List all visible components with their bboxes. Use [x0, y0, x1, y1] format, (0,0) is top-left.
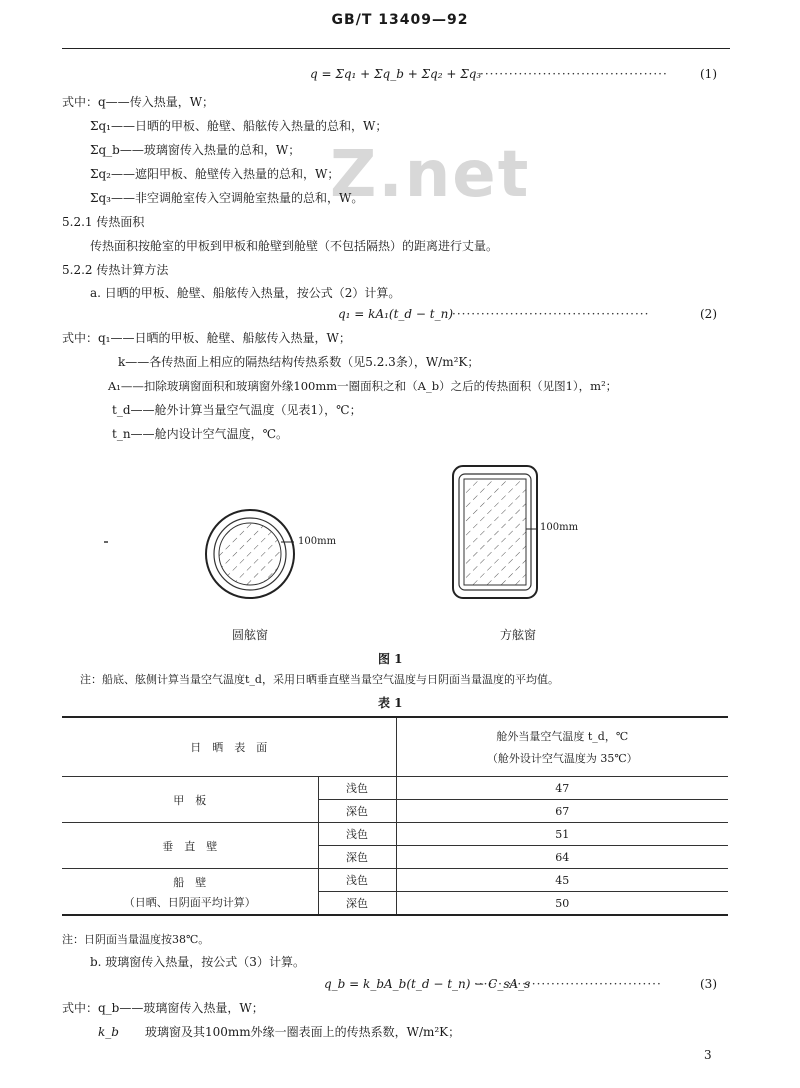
- item-b: b. 玻璃窗传入热量，按公式（3）计算。: [90, 955, 305, 969]
- where1-line-2: [90, 142, 300, 158]
- table-header-temp: [396, 717, 728, 777]
- where2-line-3: [112, 402, 362, 418]
- where1-line-1: [90, 118, 387, 134]
- table-row: [62, 777, 728, 800]
- where1-sym-0: 式中：q——: [62, 95, 130, 109]
- where2-line-2: [108, 378, 617, 394]
- section-5-2-1-body: 传热面积按舱室的甲板到甲板和舱壁到舱壁（不包括隔热）的距离进行丈量。: [90, 239, 499, 253]
- table-value-1-0: 51: [396, 823, 728, 846]
- table-shade-2-1: 深色: [318, 892, 396, 916]
- equation-2-leader: ·········································: [452, 307, 650, 321]
- where1-text-3: 遮阳甲板、舱壁传入热量的总和，W；: [134, 167, 340, 181]
- where2-line-0: [62, 330, 351, 346]
- table-shade-1-0: 浅色: [318, 823, 396, 846]
- table-value-2-0: 45: [396, 869, 728, 892]
- where3-line-0: [62, 1000, 264, 1016]
- where1-line-4: [90, 190, 363, 206]
- equation-1-leader: ·······································: [480, 67, 668, 81]
- where3-text-0: 玻璃窗传入热量，W；: [143, 1001, 264, 1015]
- equation-2-number: (2): [700, 307, 717, 321]
- where1-sym-3: Σq₂——: [90, 167, 135, 181]
- section-5-2-1-title: 5.2.1 传热面积: [62, 215, 145, 229]
- where1-text-4: 非空调舱室传入空调舱室热量的总和，W。: [134, 191, 364, 205]
- table-header-temp-line1: 舱外当量空气温度 t_d，℃: [496, 730, 629, 743]
- table-header-surface: 日 晒 表 面: [62, 717, 396, 777]
- square-porthole-label: 方舷窗: [500, 628, 537, 642]
- where2-text-2: 扣除玻璃窗面积和玻璃窗外缘100mm一圈面积之和（A_b）之后的传热面积（见图1），m²；: [143, 379, 618, 393]
- where2-sym-4: t_n——: [112, 427, 155, 441]
- note-1: 注：船底、舷侧计算当量空气温度t_d，采用日晒垂直壁当量空气温度与日阴面当量温度的平均值。: [80, 673, 559, 686]
- round-porthole-dimension: 100mm: [298, 536, 337, 547]
- table-value-2-1: 50: [396, 892, 728, 916]
- round-porthole-label: 圆舷窗: [232, 628, 269, 642]
- equation-2-formula-text: q₁ = kA₁(t_d − t_n): [338, 307, 454, 321]
- where2-line-1: [118, 354, 479, 370]
- table-shade-1-1: 深色: [318, 846, 396, 869]
- where1-sym-1: Σq₁——: [90, 119, 135, 133]
- equation-2-formula: [338, 306, 453, 322]
- where2-sym-3: t_d——: [112, 403, 155, 417]
- where1-sym-2: Σq_b——: [90, 143, 144, 157]
- page-number: 3: [704, 1048, 712, 1062]
- where1-line-3: [90, 166, 339, 182]
- table-header-row: [62, 717, 728, 777]
- table-row: [62, 823, 728, 846]
- where2-text-4: 舱内设计空气温度，℃。: [154, 427, 288, 441]
- square-porthole-dimension: 100mm: [540, 522, 579, 533]
- where2-line-4: [112, 426, 288, 442]
- header-standard: GB/T 13409—92: [331, 12, 469, 28]
- where3-sym-1: k_b: [98, 1025, 119, 1039]
- item-a: a. 日晒的甲板、舱壁、船舷传入热量，按公式（2）计算。: [90, 286, 401, 300]
- table-row: [62, 869, 728, 892]
- watermark: Z.net: [330, 138, 531, 212]
- table-header-temp-line2: （舱外设计空气温度为 35℃）: [486, 752, 638, 765]
- where1-text-2: 玻璃窗传入热量的总和，W；: [143, 143, 301, 157]
- note-2: 注：日阴面当量温度按38℃。: [62, 933, 210, 946]
- table-surface-2-name: 船 壁: [173, 875, 207, 889]
- where3-text-1: 玻璃窗及其100mm外缘一圈表面上的传热系数，W/m²K；: [144, 1025, 461, 1039]
- table-1: [62, 716, 728, 916]
- where1-sym-4: Σq₃——: [90, 191, 135, 205]
- where3-line-1: [98, 1024, 460, 1040]
- where2-text-3: 舱外计算当量空气温度（见表1），℃；: [154, 403, 362, 417]
- table-caption: 表 1: [378, 696, 403, 710]
- table-surface-0: 甲 板: [62, 777, 318, 823]
- figure-caption: 图 1: [378, 652, 403, 666]
- where2-text-1: 各传热面上相应的隔热结构传热系数（见5.2.3条），W/m²K；: [149, 355, 480, 369]
- table-surface-2: [62, 869, 318, 916]
- table-shade-2-0: 浅色: [318, 869, 396, 892]
- equation-3-number: (3): [700, 977, 717, 991]
- table-surface-2-note: （日晒、日阴面平均计算）: [123, 895, 256, 909]
- where2-sym-2: A₁——: [108, 379, 144, 393]
- equation-3-formula-text: q_b = k_bA_b(t_d − t_n) − C_sA_s: [324, 977, 531, 991]
- table-shade-0-0: 浅色: [318, 777, 396, 800]
- where2-sym-0: 式中：q₁——: [62, 331, 135, 345]
- where2-sym-1: k——: [118, 355, 150, 369]
- equation-1: [310, 66, 481, 82]
- where1-line-0: [62, 94, 214, 110]
- equation-1-formula: q = Σq₁ + Σq_b + Σq₂ + Σq₃: [310, 67, 482, 81]
- table-value-0-1: 67: [396, 800, 728, 823]
- table-value-1-1: 64: [396, 846, 728, 869]
- header-rule: [62, 48, 730, 49]
- equation-3-leader: ·······································: [474, 977, 662, 991]
- where1-text-0: 传入热量，W；: [129, 95, 215, 109]
- section-5-2-2-title: 5.2.2 传热计算方法: [62, 263, 169, 277]
- square-porthole-drawing: [453, 466, 538, 598]
- equation-1-number: (1): [700, 67, 717, 81]
- table-surface-1: 垂 直 壁: [62, 823, 318, 869]
- figure-1: [60, 460, 740, 650]
- where2-text-0: 日晒的甲板、舱壁、船舷传入热量，W；: [134, 331, 351, 345]
- where1-text-1: 日晒的甲板、舱壁、船舷传入热量的总和，W；: [134, 119, 388, 133]
- round-porthole-drawing: [206, 510, 294, 598]
- table-value-0-0: 47: [396, 777, 728, 800]
- where3-sym-0: 式中：q_b——: [62, 1001, 144, 1015]
- table-shade-0-1: 深色: [318, 800, 396, 823]
